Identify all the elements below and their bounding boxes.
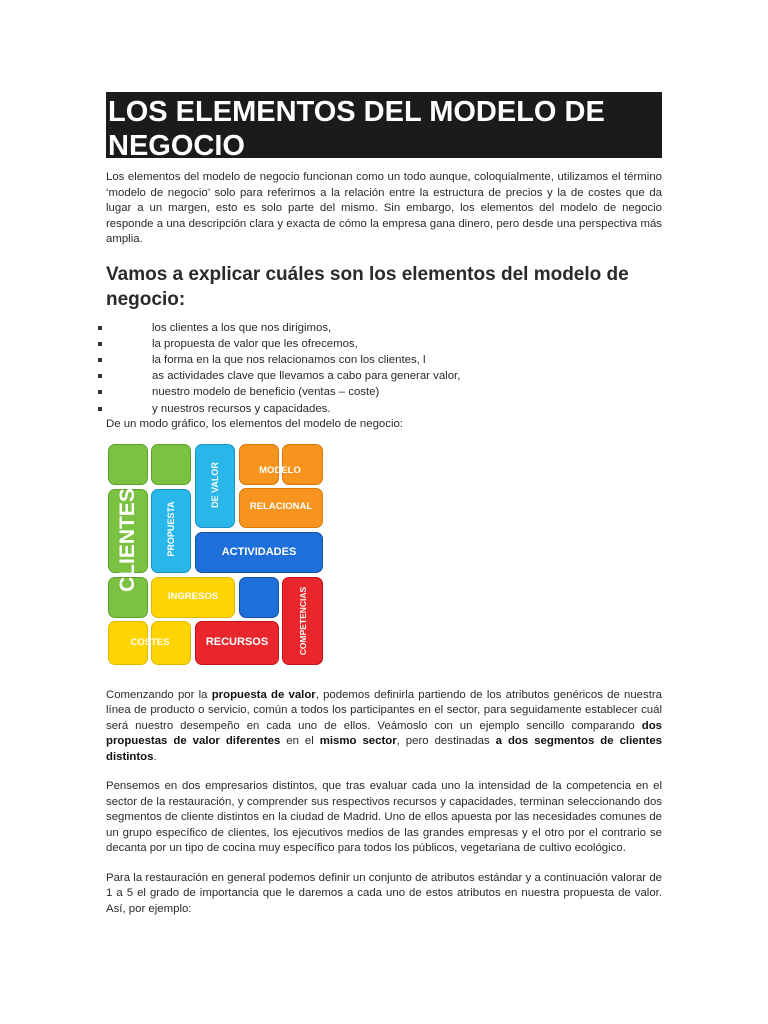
bullet-square-icon (98, 390, 102, 394)
elements-list (106, 320, 662, 417)
section-subheading: Vamos a explicar cuáles son los elementos del modelo de negocio: (106, 263, 629, 310)
list-item: y nuestros recursos y capacidades. (106, 401, 662, 417)
tile-green-top-second (151, 444, 191, 485)
bullet-square-icon (98, 326, 102, 330)
bullet-square-icon (98, 407, 102, 411)
list-item: nuestro modelo de beneficio (ventas – coste) (106, 384, 662, 400)
diagram-caption: De un modo gráfico, los elementos del modelo de negocio: (106, 417, 403, 430)
empresarios-paragraph: Pensemos en dos empresarios distintos, que tras evaluar cada uno la intensidad de la competencia en el sector de la restauración, y comprender sus respectivos recursos y capacidades, terminan seleccionando dos segmentos de cliente distintos en la ciudad de Madrid. Uno de ellos apuesta por las necesidades comunes de un grupo específico de clientes, los ejecutivos medios de las grandes empresas y el otro por el contrario se decanta por un tipo de cocina muy específico para todos los públicos, vegetariana de cultivo ecológico. (106, 780, 662, 855)
bullet-square-icon (98, 342, 102, 346)
tile-blue-small (239, 577, 279, 618)
ingresos-label: INGRESOS (167, 590, 219, 602)
propuesta-label: PROPUESTA (166, 501, 176, 557)
list-item: la forma en la que nos relacionamos con los clientes, l (106, 352, 662, 368)
modelo-label: MODELO (259, 464, 301, 476)
recursos-label: RECURSOS (205, 635, 269, 648)
tile-green-top-left (108, 444, 148, 485)
competencias-label: COMPETENCIAS (298, 586, 308, 655)
title-line-1: LOS ELEMENTOS DEL MODELO DE (108, 96, 605, 128)
list-item: los clientes a los que nos dirigimos, (106, 320, 662, 336)
list-item: as actividades clave que llevamos a cabo para generar valor, (106, 368, 662, 384)
bullet-square-icon (98, 358, 102, 362)
document-title (106, 92, 662, 162)
clientes-label: CLIENTES (116, 487, 139, 592)
document-page (106, 92, 662, 917)
actividades-label: ACTIVIDADES (221, 545, 297, 558)
list-item: la propuesta de valor que les ofrecemos, (106, 336, 662, 352)
costes-label: COSTES (130, 636, 170, 648)
propuesta-paragraph: Comenzando por la propuesta de valor, podemos definirla partiendo de los atributos genéricos de nuestra línea de producto o servicio, común a todos los participantes en el sector, para seguidamente establecer cuál será nuestro desempeño en cada uno de ellos. Veámoslo con un ejemplo sencillo comparando dos propuestas de valor diferentes en el mismo sector, pero destinadas a dos segmentos de clientes distintos. (106, 688, 662, 763)
relacional-label: RELACIONAL (249, 500, 313, 512)
business-model-diagram (107, 444, 327, 674)
restauracion-paragraph: Para la restauración en general podemos definir un conjunto de atributos estándar y a continuación valorar de 1 a 5 el grado de importancia que le daremos a cada uno de estos atributos en nuestra propuesta de valor. Así, por ejemplo: (106, 871, 662, 915)
title-line-2: NEGOCIO (108, 130, 245, 162)
bullet-square-icon (98, 374, 102, 378)
intro-paragraph: Los elementos del modelo de negocio funcionan como un todo aunque, coloquialmente, utilizamos el término ‘modelo de negocio’ solo para referirnos a la relación entre la estructura de precios y la de costes que da lugar a un margen, esto es solo parte del mismo. Sin embargo, los elementos del modelo de negocio responde a una descripción clara y exacta de cómo la empresa gana dinero, pero desde una perspectiva más amplia. (106, 171, 662, 245)
de-valor-label: DE VALOR (210, 461, 220, 508)
